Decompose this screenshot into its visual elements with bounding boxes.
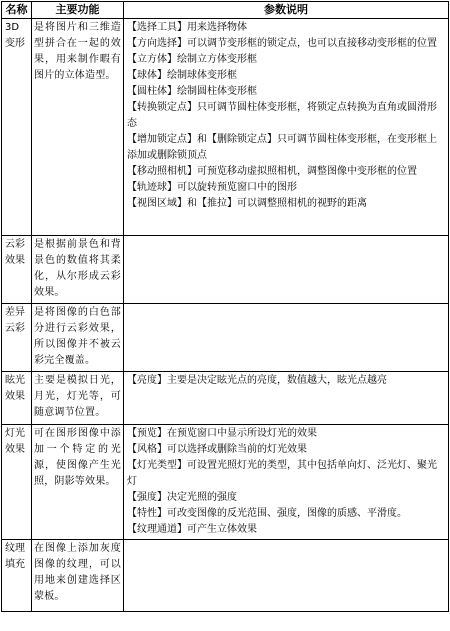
param-line: 【预览】在预览窗口中显示所设灯光的效果 xyxy=(127,428,317,439)
header-row xyxy=(2,2,449,19)
row-params xyxy=(124,372,449,425)
row-name: 眩光效果 xyxy=(2,372,32,425)
param-line: 【增加锁定点】和【删除锁定点】只可调节圆柱体变形框，在变形框上添加或删除锁顶点 xyxy=(127,134,437,161)
row-function: 是根据前景色和背景色的数值将其柔化，从尔形成云彩效果。 xyxy=(32,236,124,304)
row-function: 在图像上添加灰度图像的纹理，可以用地来创建选择区蒙板。 xyxy=(32,540,124,612)
row-params xyxy=(124,540,449,612)
param-line: 【圆柱体】绘制圆柱体变形框 xyxy=(127,86,257,97)
table-row xyxy=(2,540,449,612)
param-line: 【选择工具】用来选择物体 xyxy=(127,22,247,33)
param-line: 【风格】可以选择或删除当前的灯光效果 xyxy=(127,444,307,455)
param-line: 【移动照相机】可预览移动虚拟照相机，调整图像中变形框的位置 xyxy=(127,166,417,177)
row-name: 3D 变形 xyxy=(2,19,32,236)
row-params xyxy=(124,425,449,540)
header-params: 参数说明 xyxy=(124,2,449,19)
row-function: 可在图形图像中添加一个特定的光源，使图像产生光照，阴影等效果。 xyxy=(32,425,124,540)
row-name: 灯光效果 xyxy=(2,425,32,540)
row-name: 纹理填充 xyxy=(2,540,32,612)
table-row xyxy=(2,372,449,425)
row-params xyxy=(124,236,449,304)
row-params xyxy=(124,304,449,372)
param-line: 【特性】可改变图像的反光范围、强度，图像的质感、平滑度。 xyxy=(127,508,407,519)
row-name: 差异云彩 xyxy=(2,304,32,372)
param-line: 【轨迹球】可以旋转预览窗口中的图形 xyxy=(127,182,297,193)
table-row xyxy=(2,236,449,304)
param-line: 【亮度】主要是决定眩光点的亮度，数值越大，眩光点越亮 xyxy=(127,375,387,386)
table-row xyxy=(2,304,449,372)
row-function: 是将图片和三维造型拼合在一起的效果，用来制作暇有图片的立体造型。 xyxy=(32,19,124,236)
param-line: 【灯光类型】可设置光照灯光的类型，其中包括单向灯、泛光灯、聚光灯 xyxy=(127,460,437,487)
param-line: 【强度】决定光照的强度 xyxy=(127,492,237,503)
param-line: 【纹理通道】可产生立体效果 xyxy=(127,524,257,535)
filter-table xyxy=(1,1,449,612)
header-function: 主要功能 xyxy=(32,2,124,19)
row-name: 云彩效果 xyxy=(2,236,32,304)
table-row xyxy=(2,425,449,540)
param-line: 【球体】绘制球体变形框 xyxy=(127,70,237,81)
row-params xyxy=(124,19,449,236)
param-line: 【转换锁定点】只可调节圆柱体变形框，将锁定点转换为直角或圆滑形态 xyxy=(127,102,437,129)
header-name: 名称 xyxy=(2,2,32,19)
table-row xyxy=(2,19,449,236)
param-line: 【视图区域】和【推拉】可以调整照相机的视野的距离 xyxy=(127,198,367,209)
param-line: 【方向选择】可以调节变形框的锁定点，也可以直接移动变形框的位置 xyxy=(127,38,437,49)
param-line: 【立方体】绘制立方体变形框 xyxy=(127,54,257,65)
row-function: 是将图像的白色部分进行云彩效果，所以图像并不被云彩完全覆盖。 xyxy=(32,304,124,372)
row-function: 主要是模拟日光，月光，灯光等，可随意调节位置。 xyxy=(32,372,124,425)
